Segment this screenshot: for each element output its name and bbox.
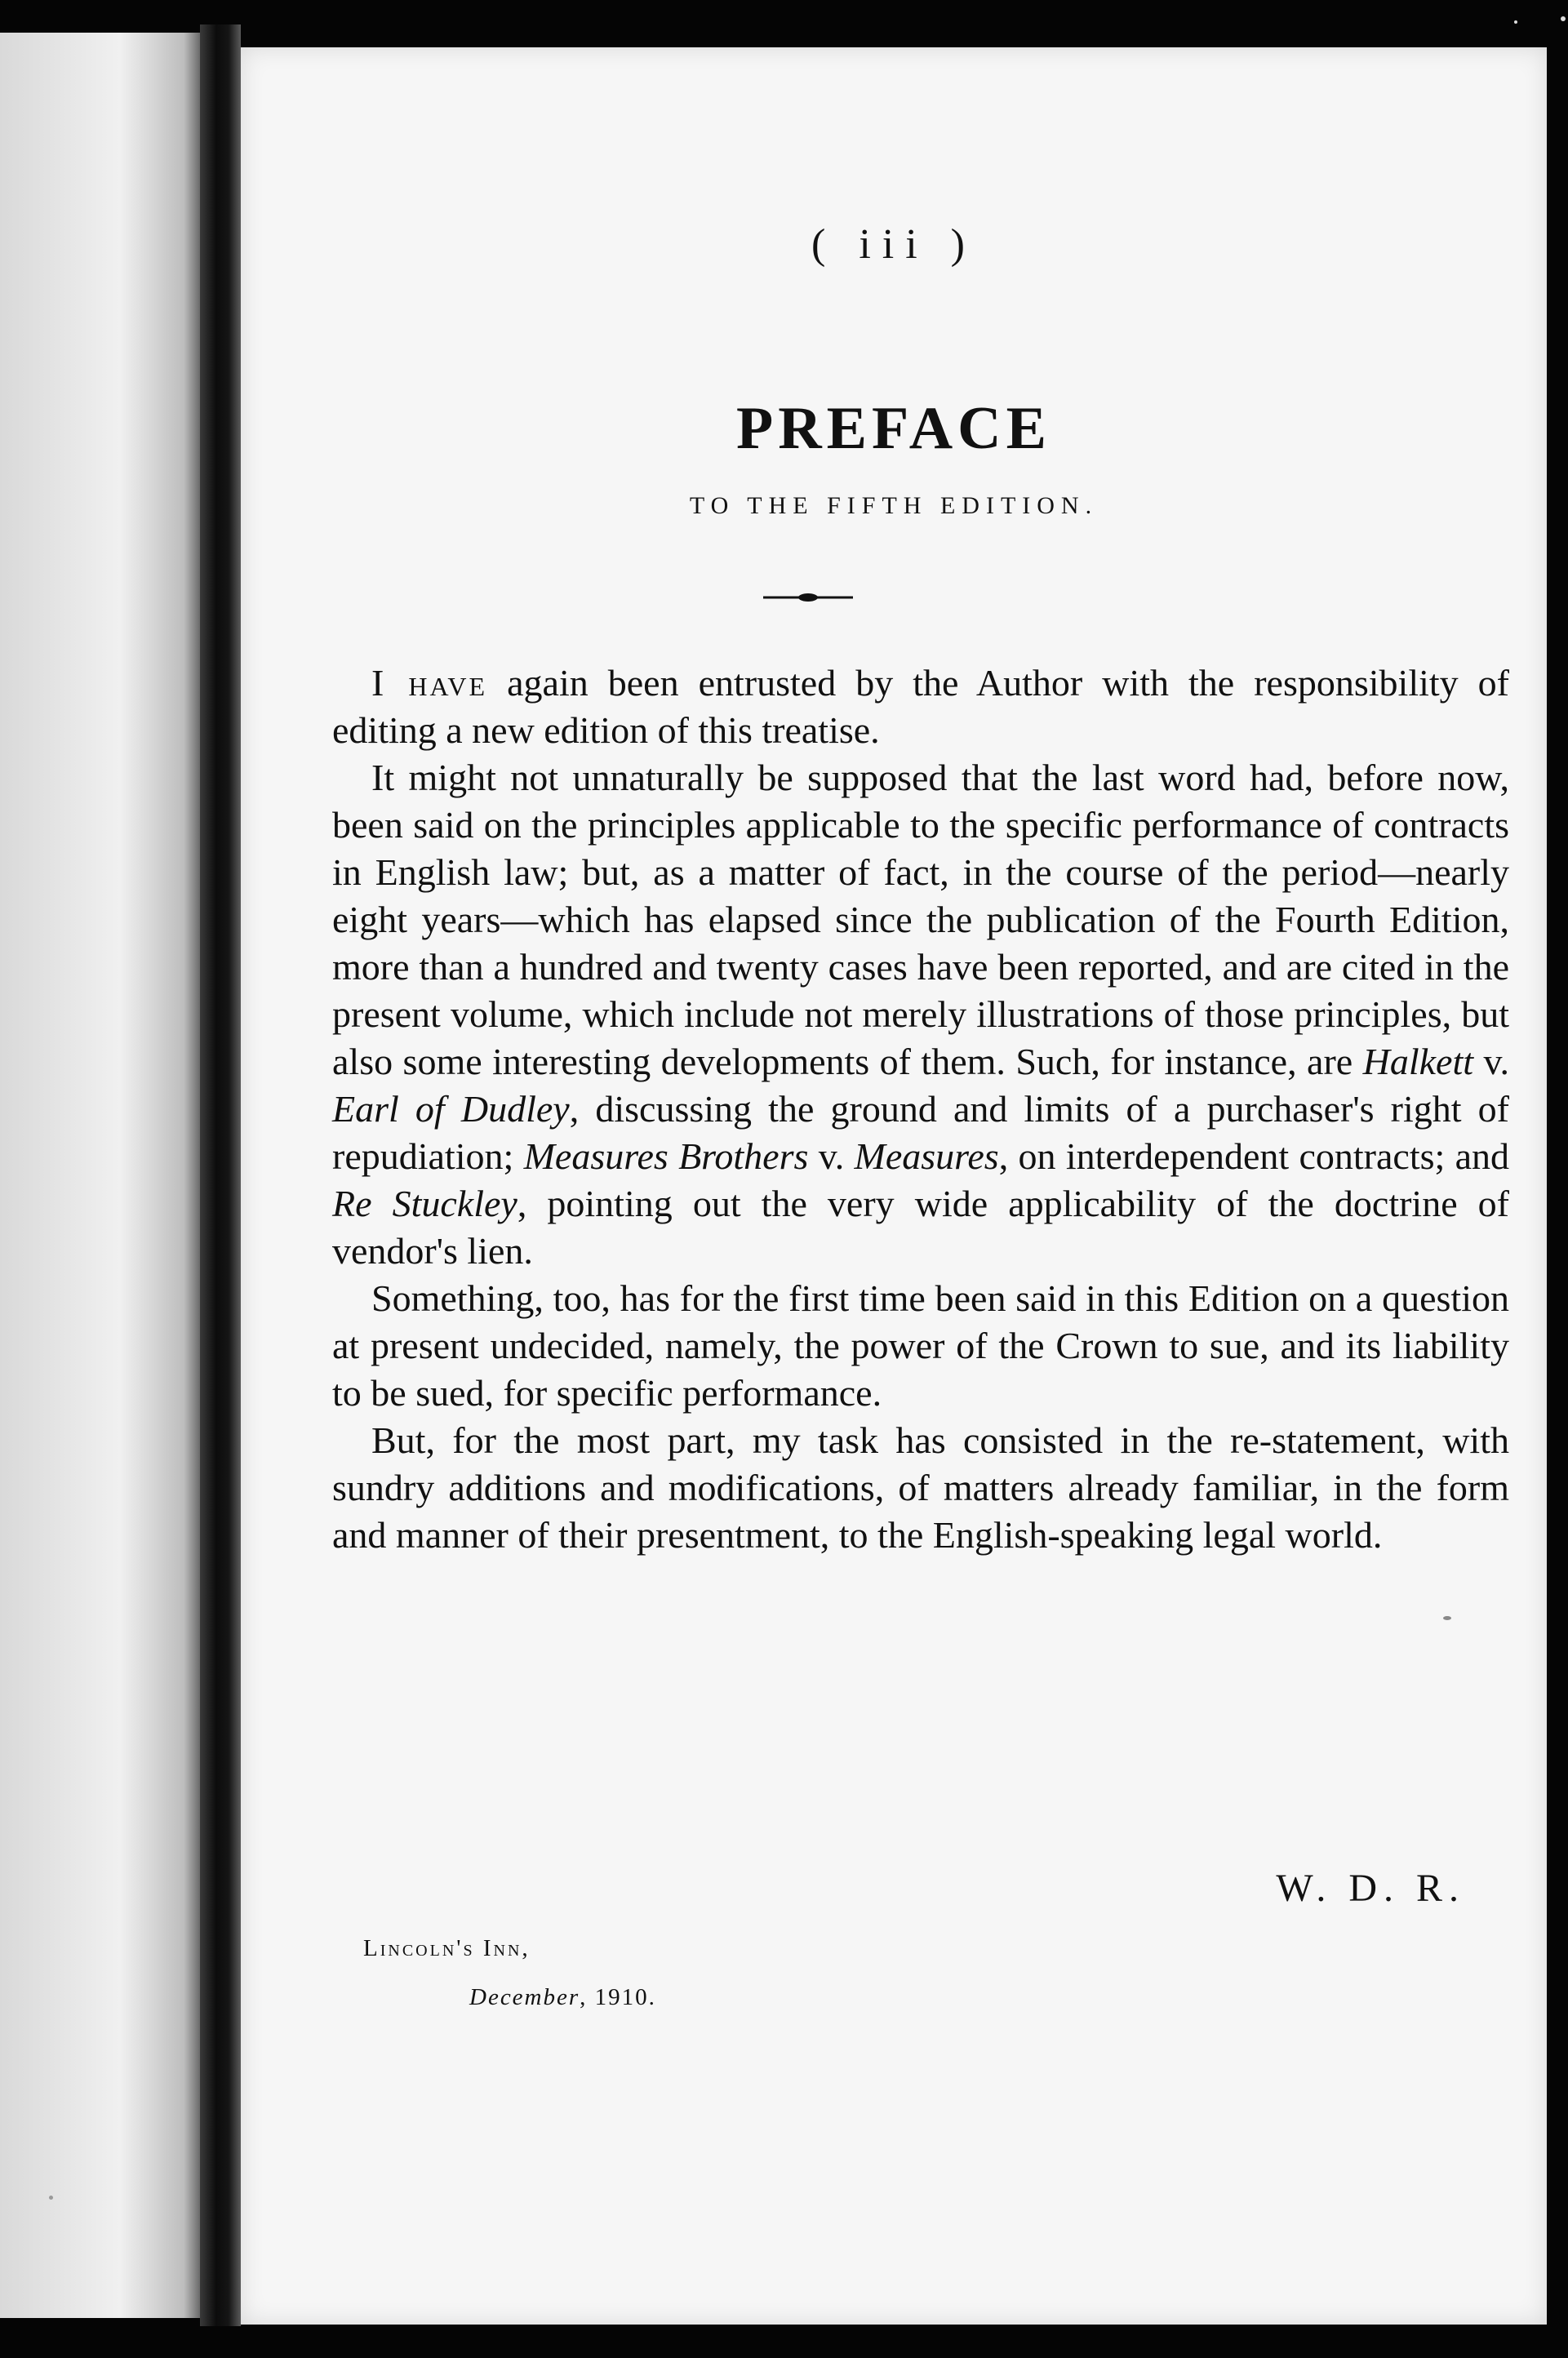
- case-name: Halkett: [1362, 1041, 1474, 1082]
- page-number: ( iii ): [811, 221, 976, 268]
- paragraph-2-text-a: It might not unnaturally be supposed that the last word had, before now, been said on the principles applicable to the specific performance of contracts in English law; but, as a matter of fact, in the course of the period—nearly eight years—which has elapsed since the publication of the Fourth Edition, more than a hundred and twenty cases have been reported, and are cited in the present volume, which include not merely illustrations of those principles, but also some interesting developments of them. Such, for instance, are: [332, 757, 1509, 1082]
- page-subtitle: TO THE FIFTH EDITION.: [689, 492, 1099, 519]
- paragraph-2-text-d: , pointing out the very wide applicability of the doctrine of vendor's lien.: [332, 1183, 1510, 1272]
- paragraph-2: [332, 754, 1509, 1275]
- date-month: December: [469, 1984, 580, 2010]
- case-name: Re Stuckley: [332, 1183, 517, 1224]
- case-versus: v.: [818, 1135, 845, 1177]
- facing-page-edge: [0, 33, 200, 2318]
- preface-body: [332, 659, 1509, 1559]
- scan-speck: [49, 2196, 53, 2200]
- book-gutter: [200, 24, 241, 2326]
- paragraph-2-text-c: , on interdependent contracts; and: [998, 1135, 1510, 1177]
- scan-speck: [1514, 20, 1517, 24]
- paragraph-2-text-b: , discussing the ground and limits of a purchaser's right of repudiation;: [332, 1088, 1510, 1177]
- scan-speck: [1561, 16, 1566, 21]
- paragraph-3: Something, too, has for the first time been said in this Edition on a question at present undecided, namely, the power of the Crown to sue, and its liability to be sued, for specific performance.: [332, 1277, 1509, 1414]
- ornament-rule-icon: [763, 591, 853, 604]
- case-name: Measures: [854, 1135, 999, 1177]
- case-name: Measures Brothers: [523, 1135, 809, 1177]
- book-page: [241, 47, 1547, 2325]
- paragraph-1-text: again been entrusted by the Author with the responsibility of editing a new edition of this treatise.: [332, 662, 1509, 751]
- date-year: , 1910.: [580, 1984, 656, 2010]
- page-title: PREFACE: [736, 395, 1051, 462]
- paragraph-4: But, for the most part, my task has consisted in the re-statement, with sundry additions and modifications, of matters already familiar, in the form and manner of their presentment, to the English-speaking legal world.: [332, 1419, 1509, 1556]
- author-initials: W. D. R.: [1276, 1867, 1465, 1910]
- case-name: Earl of Dudley: [332, 1088, 570, 1130]
- case-versus: v.: [1483, 1041, 1510, 1082]
- paragraph-1: [332, 659, 1509, 754]
- place-line: Lincoln's Inn,: [363, 1935, 531, 1961]
- opening-words: I have: [371, 662, 488, 704]
- date-line: [469, 1984, 656, 2011]
- scan-speck: [1443, 1616, 1451, 1620]
